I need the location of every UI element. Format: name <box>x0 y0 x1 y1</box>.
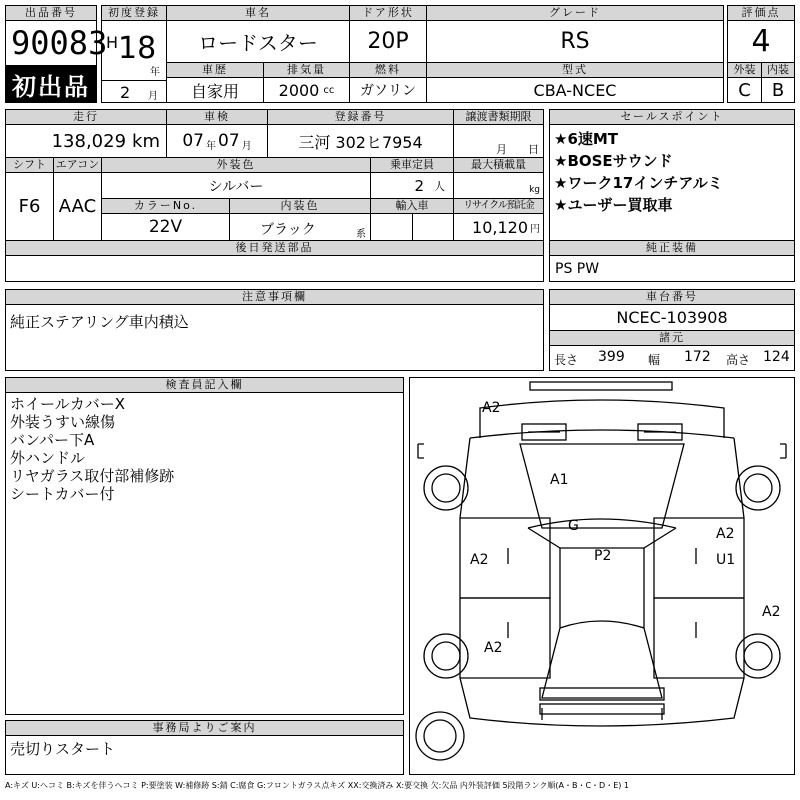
lot-number-label: 出品番号 <box>5 5 97 21</box>
interior-grade <box>761 77 795 103</box>
later-parts-label: 後日発送部品 <box>5 240 544 256</box>
car-name-label: 車名 <box>166 5 350 21</box>
score <box>727 20 795 63</box>
inspector-note: 外装うすい線傷 <box>10 413 116 431</box>
aircon <box>53 172 102 241</box>
car-outline-diagram <box>410 378 794 774</box>
mileage <box>5 124 167 158</box>
sales-points <box>549 124 795 241</box>
damage-right-rear: A2 <box>762 604 781 620</box>
inspection-label: 車検 <box>166 109 268 125</box>
displacement-label: 排気量 <box>263 62 350 78</box>
notes <box>5 304 544 371</box>
int-color-label: 内装色 <box>229 198 371 214</box>
int-color-unit: 系 <box>356 229 366 240</box>
chassis-value: NCEC-103908 <box>616 308 728 327</box>
later-parts <box>5 255 544 282</box>
inspection-year: 07 <box>182 131 204 151</box>
displacement-value: 2000 <box>278 80 320 100</box>
damage-windshield: G <box>568 518 579 534</box>
score-label: 評価点 <box>727 5 795 21</box>
recycle <box>453 213 544 241</box>
reg-year-unit: 年 <box>150 67 160 78</box>
legend: A:キズ U:ヘコミ B:キズを伴うヘコミ P:要塗装 W:補修跡 S:錆 C:腐食 G:フロントガラス点キズ XX:交換済み X:要交換 欠:欠品 内外装評価 5段階ランク順(A・B・C・D・E) 1 <box>5 781 630 790</box>
era: H <box>106 33 119 52</box>
genuine-equip <box>549 255 795 282</box>
chassis <box>549 304 795 331</box>
capacity <box>370 172 454 199</box>
color-no-value: 22V <box>148 217 183 237</box>
grade <box>426 20 724 63</box>
damage-front-bumper: A2 <box>482 400 501 416</box>
dimensions <box>549 345 795 371</box>
length-value: 399 <box>598 349 625 365</box>
model-code-value: CBA-NCEC <box>533 80 617 100</box>
max-load-label: 最大積載量 <box>453 157 544 173</box>
capacity-label: 乗車定員 <box>370 157 454 173</box>
damage-right-front-door: U1 <box>716 552 736 568</box>
inspection-year-unit: 年 <box>206 140 216 152</box>
inspection <box>166 124 268 158</box>
inspector-note: 外ハンドル <box>10 449 86 467</box>
ext-color <box>101 172 371 199</box>
plate-value: 三河 302ヒ7954 <box>298 132 423 152</box>
import-label: 輸入車 <box>370 198 454 214</box>
height-value: 124 <box>763 349 790 365</box>
damage-left-front-fender: A2 <box>470 552 489 568</box>
plate <box>267 124 454 158</box>
first-listing-badge <box>5 65 97 103</box>
office-notes <box>5 735 404 775</box>
dimensions-label: 諸元 <box>549 330 795 346</box>
transfer-month-unit: 月 <box>496 143 507 156</box>
aircon-value: AAC <box>58 196 97 217</box>
office-notes-label: 事務局よりご案内 <box>5 720 404 736</box>
exterior-grade-value: C <box>738 79 751 101</box>
recycle-value: 10,120 <box>472 217 528 237</box>
grade-value: RS <box>560 29 590 54</box>
first-reg-year <box>101 20 167 81</box>
first-reg-month <box>101 80 167 103</box>
fuel-label: 燃料 <box>349 62 427 78</box>
inspector-note: リヤガラス取付部補修跡 <box>10 467 175 485</box>
interior-grade-label: 内装 <box>761 62 795 78</box>
recycle-unit: 円 <box>530 223 540 235</box>
width-value: 172 <box>684 349 711 365</box>
length-label: 長さ <box>554 353 579 367</box>
transfer-deadline-label: 譲渡書類期限 <box>453 109 544 125</box>
reg-month: 2 <box>120 83 131 102</box>
sales-point-item: ★BOSEサウンド <box>554 152 673 170</box>
inspector-note: ホイールカバーX <box>10 395 125 413</box>
displacement-unit: cc <box>323 84 335 96</box>
damage-hood: A1 <box>550 472 569 488</box>
inspector-note: バンパー下A <box>10 431 95 449</box>
door-type <box>349 20 427 63</box>
transfer-day-unit: 日 <box>528 143 539 156</box>
office-note-value: 売切りスタート <box>10 740 116 758</box>
history <box>166 77 264 103</box>
sales-points-label: セールスポイント <box>549 109 795 125</box>
inspection-month-unit: 月 <box>241 140 252 152</box>
score-value: 4 <box>751 24 771 59</box>
int-color-value: ブラック <box>260 222 316 238</box>
width-label: 幅 <box>648 353 661 367</box>
genuine-equip-label: 純正装備 <box>549 240 795 256</box>
import-cell-1 <box>370 213 413 241</box>
max-load <box>453 172 544 199</box>
shift-value: F6 <box>18 196 41 217</box>
color-no-label: カラーNo. <box>101 198 230 214</box>
inspector-notes-label: 検査員記入欄 <box>5 377 404 393</box>
capacity-unit: 人 <box>434 179 445 193</box>
model-code <box>426 77 724 103</box>
recycle-label: リサイクル預託金 <box>453 198 544 214</box>
sales-point-item: ★ワーク17インチアルミ <box>554 174 723 192</box>
chassis-label: 車台番号 <box>549 289 795 305</box>
plate-label: 登録番号 <box>267 109 454 125</box>
shift <box>5 172 54 241</box>
history-value: 自家用 <box>190 81 239 101</box>
reg-year: 18 <box>118 31 157 66</box>
color-no <box>101 213 230 241</box>
fuel-value: ガソリン <box>360 83 416 99</box>
door-type-value: 20P <box>367 29 409 54</box>
lot-number-value: 90083 <box>11 24 108 62</box>
interior-grade-value: B <box>771 79 785 101</box>
displacement <box>263 77 350 103</box>
max-load-unit: kg <box>529 185 540 195</box>
genuine-equip-value: PS PW <box>555 261 600 277</box>
lot-number <box>5 20 108 66</box>
car-name-value: ロードスター <box>198 31 318 55</box>
first-listing-text: 初出品 <box>12 72 90 101</box>
grade-label: グレード <box>426 5 724 21</box>
mileage-unit: km <box>132 130 160 152</box>
height-label: 高さ <box>726 353 751 367</box>
damage-left-rear: A2 <box>484 640 503 656</box>
capacity-value: 2 <box>414 176 424 195</box>
sales-point-item: ★ユーザー買取車 <box>554 196 673 214</box>
damage-roof: P2 <box>594 548 612 564</box>
door-type-label: ドア形状 <box>349 5 427 21</box>
exterior-grade <box>727 77 762 103</box>
mileage-label: 走行 <box>5 109 167 125</box>
aircon-label: エアコン <box>53 157 102 173</box>
notes-label: 注意事項欄 <box>5 289 544 305</box>
shift-label: シフト <box>5 157 54 173</box>
first-reg-label: 初度登録 <box>101 5 167 21</box>
transfer-deadline <box>453 124 544 158</box>
import-cell-2 <box>412 213 454 241</box>
damage-diagram <box>409 377 795 775</box>
fuel <box>349 77 427 103</box>
reg-month-unit: 月 <box>148 91 158 102</box>
history-label: 車歴 <box>166 62 264 78</box>
inspector-notes <box>5 392 404 715</box>
damage-right-front-fender: A2 <box>716 526 735 542</box>
mileage-value: 138,029 <box>51 130 127 152</box>
ext-color-label: 外装色 <box>101 157 371 173</box>
inspector-note: シートカバー付 <box>10 485 115 503</box>
ext-color-value: シルバー <box>208 178 264 195</box>
sales-point-item: ★6速MT <box>554 130 619 148</box>
car-name <box>166 20 350 63</box>
exterior-grade-label: 外装 <box>727 62 762 78</box>
model-code-label: 型式 <box>426 62 724 78</box>
notes-value: 純正ステアリング車内積込 <box>10 313 189 331</box>
int-color <box>229 213 371 241</box>
inspection-month: 07 <box>218 131 240 151</box>
